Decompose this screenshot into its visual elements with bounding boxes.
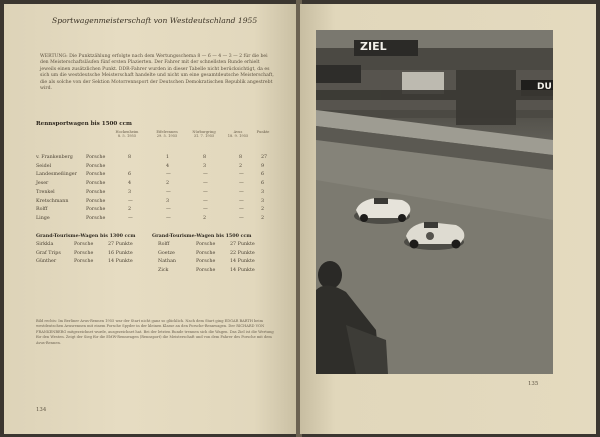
standings-cell-r1: 4 xyxy=(128,181,132,187)
section-heading-rennsport: Rennsportwagen bis 1500 ccm xyxy=(36,121,132,127)
gt1300-row xyxy=(36,251,156,258)
gt1500-cell-driver: Nathan xyxy=(158,259,177,264)
gt1500-row xyxy=(158,259,278,266)
standings-cell-r4: 8 xyxy=(239,155,243,160)
standings-cell-total: 3 xyxy=(261,189,265,195)
standings-cell-r2: 2 xyxy=(166,181,170,187)
standings-cell-total: 2 xyxy=(261,207,265,213)
gt1300-cell-driver: Graf Trips xyxy=(36,250,61,256)
standings-cell-total: 2 xyxy=(261,215,265,221)
standings-cell-r3: 8 xyxy=(203,155,207,160)
race-header: Punkte xyxy=(256,130,270,134)
standings-cell-r1: 2 xyxy=(128,207,132,213)
standings-row xyxy=(36,172,276,179)
standings-cell-total: 3 xyxy=(261,198,265,204)
page-number-right: 135 xyxy=(528,381,539,387)
standings-cell-r1: 3 xyxy=(128,189,132,195)
gt1500-cell-make: Porsche xyxy=(196,242,216,247)
gt1300-row xyxy=(36,259,156,266)
standings-cell-make: Porsche xyxy=(86,172,106,178)
standings-cell-make: Porsche xyxy=(86,163,106,169)
gt1300-cell-make: Porsche xyxy=(74,259,94,264)
gt1500-row xyxy=(158,251,278,258)
page-title: Sportwagenmeisterschaft von Westdeutschland 1955 xyxy=(52,16,258,25)
race-header: Avus 18. 9. 1955 xyxy=(227,130,249,139)
standings-cell-r4: 2 xyxy=(239,163,243,169)
banner-sign: DU xyxy=(537,82,552,92)
standings-cell-r4: — xyxy=(239,181,244,187)
standings-cell-r3: 3 xyxy=(203,163,207,169)
gt1300-heading: Grand-Tourisme-Wagen bis 1300 ccm xyxy=(36,233,136,239)
gt1500-cell-points: 27 Punkte xyxy=(230,242,255,247)
standings-row xyxy=(36,164,276,171)
standings-cell-make: Porsche xyxy=(86,155,106,160)
gt1300-cell-driver: Günther xyxy=(36,259,57,264)
gt1500-cell-make: Porsche xyxy=(196,259,216,264)
standings-cell-total: 6 xyxy=(261,181,265,187)
standings-cell-make: Porsche xyxy=(86,181,106,187)
gt1300-cell-points: 14 Punkte xyxy=(108,259,133,264)
standings-cell-r3: — xyxy=(203,181,208,187)
race-header: Hockenheim 8. 5. 1955 xyxy=(115,130,139,139)
standings-cell-driver: Rolff xyxy=(36,207,48,213)
photo-caption: Bild rechts: Im Berliner Avus-Rennen 1955 war der Start nicht ganz so glücklich. Nach dem Start ging EDGAR BARTH beim westdeutschen Avusrennen mit einem Porsche Spyder in der kleinen Klasse an den Porsche-Rennwagen. Der RICHARD VON FRANKENBERG mitgezeichnet wurde, ausgezeichnet hat. Bei der letzten Runde trennen sich die Wagen. Das Ziel ist die Wertung für den Westen. Zeigt der Sieg für die EMW-Rennwagen (Rennsport) die Meisterschaft und von dem Fahrer des Porsche mit dem Avus-Rennen. xyxy=(36,319,274,345)
standings-cell-r3: — xyxy=(203,198,208,204)
standings-cell-driver: Trenkel xyxy=(36,189,55,195)
standings-row xyxy=(36,216,276,223)
standings-cell-make: Porsche xyxy=(86,207,106,213)
gt1500-row xyxy=(158,242,278,249)
standings-cell-make: Porsche xyxy=(86,198,106,204)
gt1500-cell-points: 14 Punkte xyxy=(230,259,255,264)
gt1500-heading: Grand-Tourisme-Wagen bis 1500 ccm xyxy=(152,233,252,239)
standings-row xyxy=(36,207,276,214)
standings-cell-r2: 1 xyxy=(166,155,170,160)
standings-cell-r2: — xyxy=(166,215,171,221)
standings-row xyxy=(36,155,276,162)
standings-cell-make: Porsche xyxy=(86,215,106,221)
race-photo xyxy=(316,30,553,374)
standings-cell-r2: 4 xyxy=(166,163,170,169)
page-number-left: 134 xyxy=(36,407,47,413)
standings-cell-r3: — xyxy=(203,189,208,195)
standings-cell-r1: 8 xyxy=(128,155,132,160)
gt1300-cell-make: Porsche xyxy=(74,250,94,256)
standings-cell-driver: v. Frankenberg xyxy=(36,155,73,160)
intro-paragraph: WERTUNG: Die Punktzählung erfolgte nach dem Wertungsschema 8 — 6 — 4 — 3 — 2 für die bei den Meisterschaftsläufen fünf ersten Plazierten. Der Fahrer mit der schnellsten Runde erhielt jeweils einen zusätzlichen Punkt. DDR-Fahrer wurden in dieser Tabelle nicht berücksichtigt, da es sich um die westdeutsche Meisterschaft handelte und nicht um eine gesamtdeutsche Meisterschaft, die als solche von der Sektion Motorrennsport der Deutschen Demokratischen Republik angestrebt wird. xyxy=(40,54,274,92)
standings-cell-make: Porsche xyxy=(86,189,106,195)
standings-cell-r4: — xyxy=(239,215,244,221)
standings-cell-r1: — xyxy=(128,198,133,204)
ziel-sign: ZIEL xyxy=(360,40,387,53)
standings-row xyxy=(36,199,276,206)
gt1500-cell-driver: Zick xyxy=(158,267,169,273)
standings-cell-r1: 6 xyxy=(128,172,132,178)
standings-cell-total: 9 xyxy=(261,163,265,169)
gt1300-row xyxy=(36,242,156,249)
standings-cell-r2: 3 xyxy=(166,198,170,204)
standings-cell-driver: Seidel xyxy=(36,163,52,169)
standings-cell-r3: 2 xyxy=(203,215,207,221)
standings-cell-r1: — xyxy=(128,215,133,221)
standings-cell-r2: — xyxy=(166,172,171,178)
standings-cell-r2: — xyxy=(166,189,171,195)
standings-cell-total: 27 xyxy=(261,155,268,160)
gt1300-cell-points: 16 Punkte xyxy=(108,250,133,256)
gt1300-cell-points: 27 Punkte xyxy=(108,242,133,247)
gt1500-cell-make: Porsche xyxy=(196,267,216,273)
standings-cell-r4: — xyxy=(239,189,244,195)
standings-cell-r4: — xyxy=(239,172,244,178)
standings-cell-driver: Jeser xyxy=(36,181,49,187)
standings-row xyxy=(36,190,276,197)
gt1500-cell-points: 22 Punkte xyxy=(230,250,255,256)
gt1500-row xyxy=(158,268,278,275)
gt1500-cell-points: 14 Punkte xyxy=(230,267,255,273)
standings-cell-driver: Linge xyxy=(36,215,50,221)
standings-row xyxy=(36,181,276,188)
standings-cell-r2: — xyxy=(166,207,171,213)
standings-cell-r4: — xyxy=(239,207,244,213)
standings-cell-r3: — xyxy=(203,172,208,178)
gt1500-cell-driver: Goetze xyxy=(158,250,175,256)
standings-cell-driver: Kretschmann xyxy=(36,198,69,204)
standings-cell-driver: Landesmeßinger xyxy=(36,172,77,178)
gt1300-cell-make: Porsche xyxy=(74,242,94,247)
race-header: Nürburgring 31. 7. 1955 xyxy=(192,130,216,139)
gt1300-cell-driver: Sirkkla xyxy=(36,242,54,247)
gt1500-cell-make: Porsche xyxy=(196,250,216,256)
standings-cell-r4: — xyxy=(239,198,244,204)
standings-cell-total: 6 xyxy=(261,172,265,178)
race-photo-illustration xyxy=(316,30,553,374)
standings-cell-r3: — xyxy=(203,207,208,213)
race-header: Eifelrennen 29. 5. 1955 xyxy=(156,130,178,139)
gt1500-cell-driver: Rolff xyxy=(158,242,170,247)
